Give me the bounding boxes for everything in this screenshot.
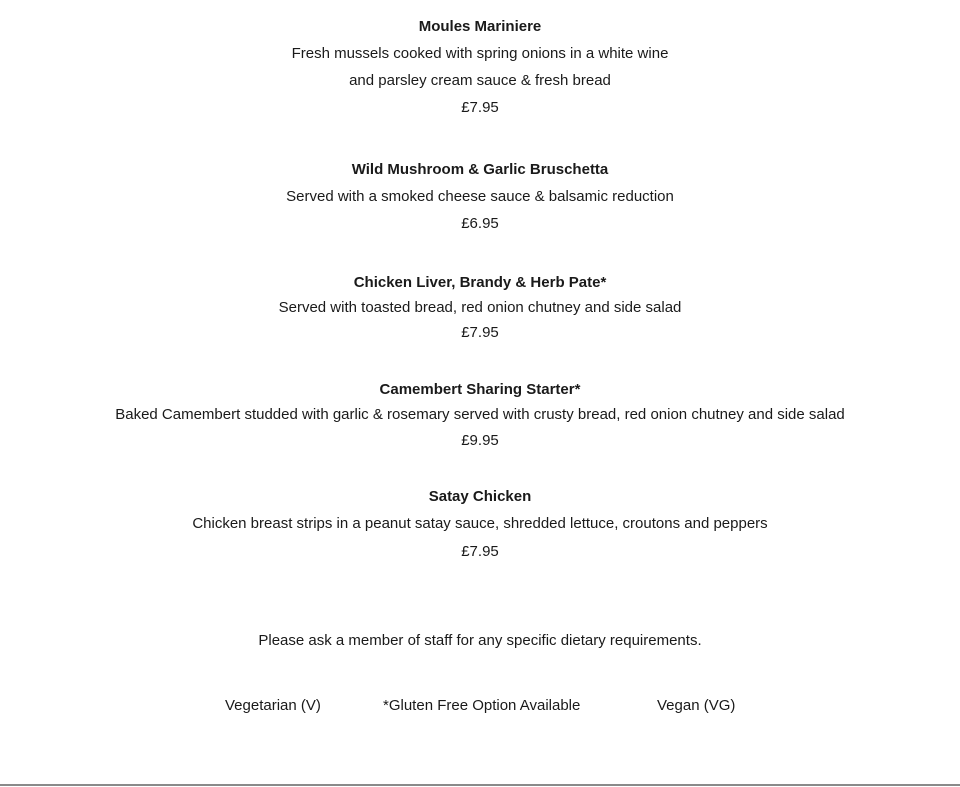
page-bottom-divider [0,784,960,786]
menu-item-price: £7.95 [461,99,499,116]
menu-item-title: Chicken Liver, Brandy & Herb Pate* [353,274,607,291]
menu-item-description: Chicken breast strips in a peanut satay sauce, shredded lettuce, croutons and peppers [192,515,768,532]
menu-item-price: £7.95 [461,324,499,341]
menu-item-price: £6.95 [461,215,499,232]
legend-vegan: Vegan (VG) [657,697,736,714]
menu-item-description: Baked Camembert studded with garlic & rosemary served with crusty bread, red onion chutney and side salad [115,406,845,423]
menu-item-description: Fresh mussels cooked with spring onions in a white wine [291,45,669,62]
menu-item-description: Served with toasted bread, red onion chutney and side salad [278,299,682,316]
menu-item-title: Moules Mariniere [418,18,542,35]
dietary-note: Please ask a member of staff for any specific dietary requirements. [258,632,702,649]
menu-item-description: Served with a smoked cheese sauce & balsamic reduction [286,188,674,205]
menu-item-price: £9.95 [461,432,499,449]
menu-item-title: Satay Chicken [428,488,532,505]
legend-vegetarian: Vegetarian (V) [225,697,321,714]
legend-gluten-free: *Gluten Free Option Available [383,697,581,714]
menu-item-price: £7.95 [461,543,499,560]
menu-item-description: and parsley cream sauce & fresh bread [349,72,611,89]
menu-item-title: Camembert Sharing Starter* [379,381,581,398]
menu-item-title: Wild Mushroom & Garlic Bruschetta [351,161,609,178]
